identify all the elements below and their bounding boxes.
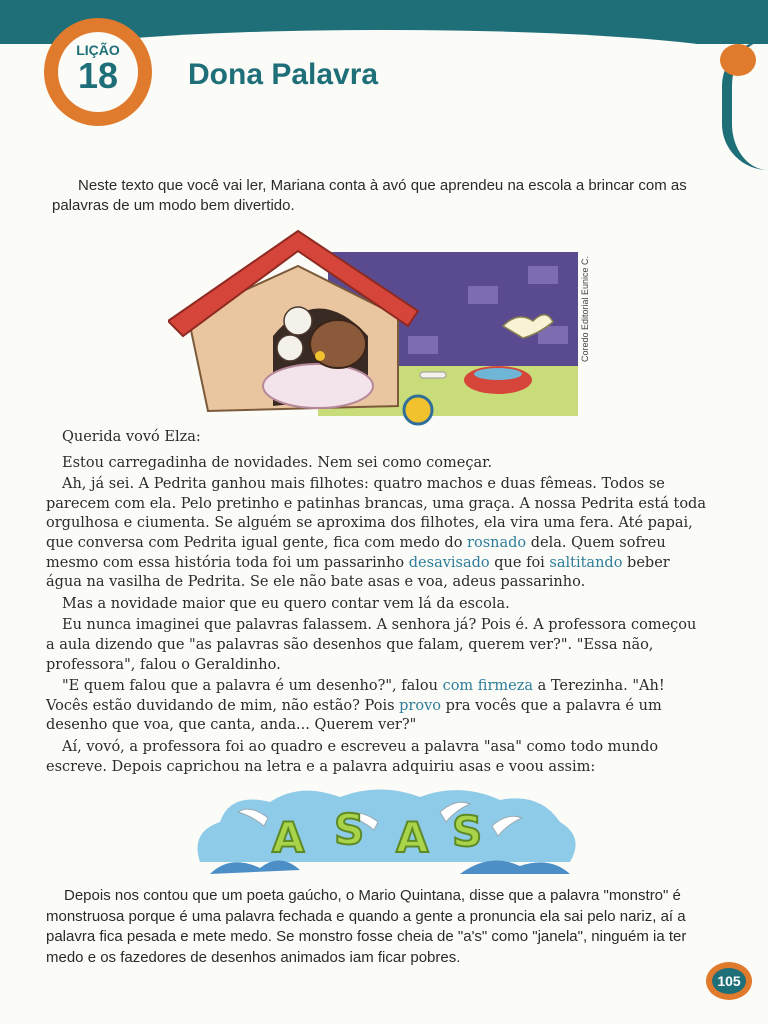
text-run: Ah, já sei. A Pedrita ganhou mais filhotes: quatro machos e duas fêmeas. Todos se parecem com ela. Pelo pretinho e patinhas brancas, uma graça. A nossa Pedrita está toda orgulhosa e ciumenta. Se alguém se aproxima dos filhotes, ela vira uma fera. Até papai, que conversa com Pedrita igual gente, fica com medo do — [46, 476, 706, 551]
cloud — [198, 790, 576, 863]
page-number-badge — [706, 962, 752, 1000]
glossary-word: com firmeza — [442, 678, 534, 695]
glossary-word: desavisado — [408, 554, 490, 571]
lesson-label: LIÇÃO — [76, 42, 120, 58]
asas-illustration — [190, 782, 580, 882]
cloud-shadow — [460, 861, 570, 874]
illustration-credit: Coredo Editorial Eunice C. — [580, 255, 590, 362]
glossary-word: saltitando — [549, 554, 623, 571]
wall-brick — [528, 266, 558, 284]
page-number: 105 — [712, 968, 746, 994]
puppy — [277, 335, 303, 361]
letter-paragraph: Eu nunca imaginei que palavras falassem. A senhora já? Pois é. A professora começou a aula dizendo que "as palavras são desenhos que falam, querem ver?". "Essa não, professora", falou o Geraldinho. — [46, 617, 697, 673]
letter-paragraph: Aí, vovó, a professora foi ao quadro e escreveu a palavra "asa" como todo mundo escreve. Depois caprichou na letra e a palavra adquiriu asas e voou assim: — [46, 738, 659, 775]
text-run: dela. Quem sofreu mesmo com essa história toda foi um passarinho — [46, 534, 666, 571]
intro-paragraph: Neste texto que você vai ler, Mariana conta à avó que aprendeu na escola a brincar com as palavras de um modo bem divertido. — [52, 177, 687, 214]
asas-letter: S — [452, 807, 483, 856]
letter-paragraph: Mas a novidade maior que eu quero contar vem lá da escola. — [62, 595, 510, 612]
asas-letter: A — [396, 813, 429, 862]
bone — [420, 372, 446, 378]
wall-brick — [468, 286, 498, 304]
letter-paragraph: Estou carregadinha de novidades. Nem sei como começar. — [62, 454, 493, 471]
dog-bed — [263, 364, 373, 408]
letter-body — [46, 428, 706, 779]
text-run: "E quem falou que a palavra é um desenho?", falou — [62, 678, 443, 695]
decorative-dot — [720, 44, 756, 76]
lesson-number: 18 — [77, 55, 119, 96]
lesson-badge-inner — [58, 32, 138, 112]
text-run: pra vocês que a palavra é um desenho que voa, que canta, anda... Querem ver?" — [46, 697, 662, 734]
glossary-word: rosnado — [467, 534, 527, 551]
ball — [404, 396, 432, 424]
closing-text — [46, 886, 706, 968]
asas-letter: A — [272, 813, 305, 862]
text-run: que foi — [489, 554, 550, 571]
asas-letter: S — [334, 805, 365, 854]
doghouse-illustration — [168, 226, 578, 426]
cloud-shadow — [210, 860, 300, 874]
dog-collar — [315, 351, 325, 361]
letter-paragraph — [46, 475, 706, 593]
lesson-badge — [44, 18, 152, 126]
wall-brick — [408, 336, 438, 354]
text-run: a Terezinha. "Ah! Vocês estão duvidando de mim, não estão? Pois — [46, 678, 665, 714]
page-title: Dona Palavra — [188, 58, 379, 91]
text-run: beber água na vasilha de Pedrita. Se ele não bate asas e voa, adeus passarinho. — [46, 554, 670, 591]
water — [474, 368, 522, 380]
glossary-word: provo — [399, 697, 442, 714]
letter-paragraph — [46, 677, 706, 736]
mother-dog — [310, 320, 366, 368]
letter-greeting: Querida vovó Elza: — [62, 429, 201, 445]
closing-paragraph: Depois nos contou que um poeta gaúcho, o Mario Quintana, disse que a palavra "monstro" é monstruosa porque é uma palavra fechada e quando a gente a pronuncia ela sai pelo nariz, aí a palavra fica pesada e mete medo. Se monstro fosse cheia de "a's" como "janela", ninguém ia ter medo e os fazedores de desenhos animados iam ficar pobres. — [46, 887, 687, 966]
puppy — [284, 307, 312, 335]
